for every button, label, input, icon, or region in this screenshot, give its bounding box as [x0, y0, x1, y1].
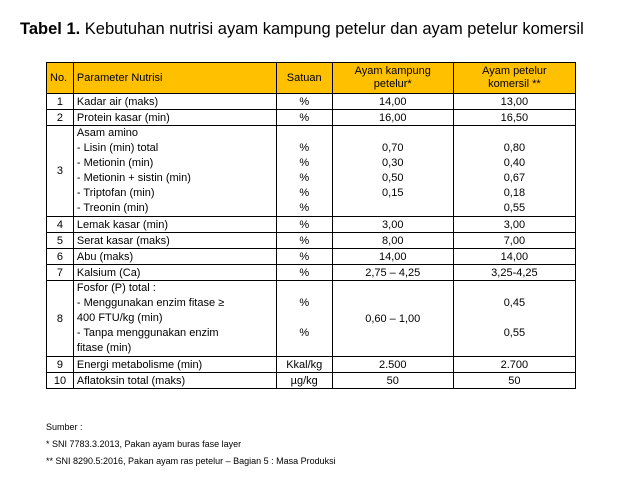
cell-unit: Kkal/kg	[276, 357, 332, 373]
cell-unit: %	[276, 217, 332, 233]
table-title-prefix: Tabel 1.	[20, 20, 81, 38]
header-komersil-line-1: Ayam petelur	[482, 65, 547, 77]
value-line: 0,15	[382, 187, 404, 199]
table-row-fosfor	[47, 281, 576, 357]
table-title-text: Kebutuhan nutrisi ayam kampung petelur dan ayam petelur komersil	[80, 20, 584, 38]
value-line	[336, 201, 450, 216]
cell-no: 4	[47, 217, 74, 233]
table-row	[47, 94, 576, 110]
param-line: 400 FTU/kg (min)	[76, 312, 163, 324]
cell-kampung: 3,00	[332, 217, 453, 233]
table-row-amino	[47, 126, 576, 217]
cell-no: 7	[47, 265, 74, 281]
cell-unit	[276, 281, 332, 357]
unit-line: %	[299, 297, 310, 309]
cell-unit: %	[276, 265, 332, 281]
param-line: Fosfor (P) total :	[76, 282, 156, 294]
cell-no: 2	[47, 110, 74, 126]
cell-no: 10	[47, 373, 74, 389]
cell-no: 9	[47, 357, 74, 373]
header-no: No.	[47, 63, 74, 94]
cell-komersil	[453, 126, 575, 217]
cell-no: 3	[47, 126, 74, 217]
header-komersil	[453, 63, 575, 94]
cell-param: Kalsium (Ca)	[73, 265, 276, 281]
header-param: Parameter Nutrisi	[73, 63, 276, 94]
cell-kampung: 0,60 – 1,00	[332, 281, 453, 357]
table-row	[47, 217, 576, 233]
param-line: - Treonin (min)	[76, 202, 149, 214]
cell-komersil: 3,00	[453, 217, 575, 233]
unit-line: %	[299, 327, 310, 339]
cell-komersil: 2.700	[453, 357, 575, 373]
param-line: - Triptofan (min)	[76, 187, 155, 199]
cell-no: 5	[47, 233, 74, 249]
cell-param: Energi metabolisme (min)	[73, 357, 276, 373]
unit-line: %	[299, 202, 310, 214]
cell-komersil: 14,00	[453, 249, 575, 265]
table-row	[47, 249, 576, 265]
cell-komersil: 7,00	[453, 233, 575, 249]
value-line: 0,55	[503, 327, 526, 339]
cell-unit: %	[276, 249, 332, 265]
cell-param: Lemak kasar (min)	[73, 217, 276, 233]
table-row	[47, 357, 576, 373]
cell-param: Protein kasar (min)	[73, 110, 276, 126]
header-kampung	[332, 63, 453, 94]
source-note: * SNI 7783.3.2013, Pakan ayam buras fase layer	[46, 439, 242, 449]
cell-no: 8	[47, 281, 74, 357]
cell-unit: %	[276, 233, 332, 249]
value-line: 0,18	[503, 187, 526, 199]
unit-line	[280, 341, 329, 356]
cell-komersil: 16,50	[453, 110, 575, 126]
value-line	[457, 126, 572, 141]
source-note: ** SNI 8290.5:2016, Pakan ayam ras petelur – Bagian 5 : Masa Produksi	[46, 456, 336, 466]
cell-param: Abu (maks)	[73, 249, 276, 265]
value-line: 0,50	[382, 172, 404, 184]
param-line: - Metionin (min)	[76, 157, 154, 169]
value-line: 0,55	[503, 202, 526, 214]
cell-kampung: 2.500	[332, 357, 453, 373]
cell-kampung	[332, 126, 453, 217]
table-row	[47, 373, 576, 389]
header-kampung-line-2: petelur*	[373, 78, 412, 90]
table-row	[47, 110, 576, 126]
value-line: 0,40	[503, 157, 526, 169]
unit-line	[280, 126, 329, 141]
cell-unit	[276, 126, 332, 217]
header-komersil-line-2: komersil **	[488, 78, 541, 90]
param-line: - Metionin + sistin (min)	[76, 172, 191, 184]
unit-line: %	[299, 172, 310, 184]
param-line: - Tanpa menggunakan enzim	[76, 327, 219, 339]
table-header-row	[47, 63, 576, 94]
value-line	[336, 126, 450, 141]
unit-line: %	[299, 187, 310, 199]
cell-unit: %	[276, 110, 332, 126]
value-line: 0,45	[503, 297, 526, 309]
source-notes	[46, 419, 336, 470]
param-line: fitase (min)	[76, 342, 132, 354]
unit-line: %	[299, 142, 310, 154]
table-title	[20, 20, 630, 39]
cell-kampung: 14,00	[332, 249, 453, 265]
unit-line: %	[299, 157, 310, 169]
cell-komersil: 3,25-4,25	[453, 265, 575, 281]
header-unit: Satuan	[276, 63, 332, 94]
value-line	[457, 281, 572, 296]
cell-no: 6	[47, 249, 74, 265]
value-line: 0,70	[382, 142, 404, 154]
cell-komersil: 50	[453, 373, 575, 389]
value-line: 0,67	[503, 172, 526, 184]
cell-komersil	[453, 281, 575, 357]
cell-kampung: 50	[332, 373, 453, 389]
cell-param: Kadar air (maks)	[73, 94, 276, 110]
unit-line	[280, 311, 329, 326]
unit-line	[280, 281, 329, 296]
cell-param	[73, 126, 276, 217]
cell-param: Aflatoksin total (maks)	[73, 373, 276, 389]
table-row	[47, 233, 576, 249]
param-line: Asam amino	[76, 127, 139, 139]
value-line	[457, 341, 572, 356]
value-line: 0,80	[503, 142, 526, 154]
param-line: - Menggunakan enzim fitase ≥	[76, 297, 225, 309]
cell-param	[73, 281, 276, 357]
cell-no: 1	[47, 94, 74, 110]
cell-komersil: 13,00	[453, 94, 575, 110]
value-line	[457, 311, 572, 326]
cell-kampung: 8,00	[332, 233, 453, 249]
cell-kampung: 2,75 – 4,25	[332, 265, 453, 281]
cell-unit: µg/kg	[276, 373, 332, 389]
param-line: - Lisin (min) total	[76, 142, 159, 154]
value-line: 0,30	[382, 157, 404, 169]
header-kampung-line-1: Ayam kampung	[354, 65, 431, 77]
nutrition-table	[46, 62, 576, 389]
table-row	[47, 265, 576, 281]
cell-unit: %	[276, 94, 332, 110]
source-label: Sumber :	[46, 422, 83, 432]
cell-param: Serat kasar (maks)	[73, 233, 276, 249]
cell-kampung: 14,00	[332, 94, 453, 110]
cell-kampung: 16,00	[332, 110, 453, 126]
